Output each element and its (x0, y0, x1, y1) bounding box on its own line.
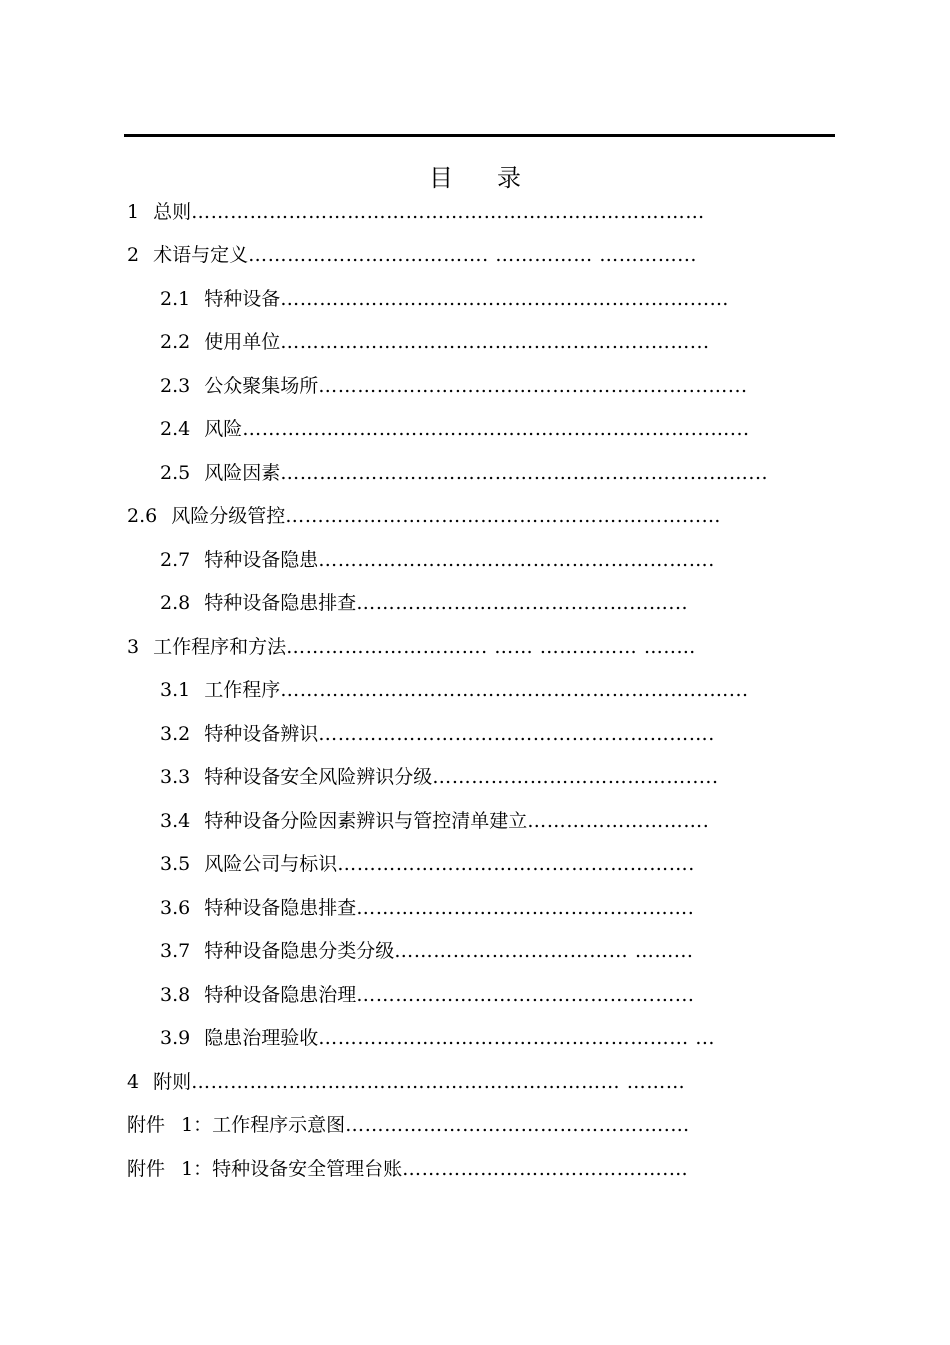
toc-entry-title: 附则 (153, 1071, 192, 1093)
toc-entry-1[interactable] (127, 197, 705, 227)
toc-entry-appendix-1[interactable] (127, 1110, 690, 1140)
toc-entry-title: 特种设备辨识 (204, 723, 319, 745)
toc-title-right: 录 (497, 164, 521, 192)
toc-entry-title: 工作程序和方法 (153, 636, 287, 658)
toc-entry-3-5[interactable] (160, 849, 695, 879)
toc-entry-title: 风险 (204, 418, 243, 440)
toc-entry-title: 使用单位 (204, 331, 281, 353)
toc-entry-number: 3.5 (160, 853, 191, 875)
toc-entry-leader: …………………………. …… …………… …..… (286, 636, 696, 658)
toc-entry-title: 特种设备隐患排查 (204, 897, 357, 919)
toc-entry-title: 特种设备安全风险辨识分级 (204, 766, 433, 788)
toc-entry-number: 附件 (127, 1158, 166, 1180)
toc-entry-leader: ………………………………………………. (337, 853, 695, 875)
toc-entry-2-1[interactable] (160, 284, 729, 314)
toc-entry-number: 2.1 (160, 288, 191, 310)
toc-entry-number: 3.8 (160, 984, 191, 1006)
toc-entry-leader: ……………………………… ……... (394, 940, 694, 962)
toc-entry-2[interactable] (127, 240, 697, 270)
toc-entry-appendix-2[interactable] (127, 1154, 688, 1184)
toc-entry-number: 附件 (127, 1114, 166, 1136)
toc-entry-2-5[interactable] (160, 458, 768, 488)
toc-entry-title: 公众聚集场所 (204, 375, 319, 397)
toc-entry-leader: ………………………. (527, 810, 710, 832)
toc-entry-title: 特种设备隐患分类分级 (204, 940, 395, 962)
toc-entry-leader: ……………………………………………………. (318, 723, 715, 745)
toc-entry-title: 特种设备隐患排查 (204, 592, 357, 614)
toc-entry-number: 2.2 (160, 331, 191, 353)
toc-entry-leader: ………………………………………………...……... (280, 331, 710, 353)
toc-entry-title: 风险公司与标识 (204, 853, 338, 875)
toc-entry-leader: ……………………………………….…... (356, 984, 695, 1006)
toc-entry-leader: …………………………………..... (432, 766, 719, 788)
toc-entry-number: 4 (127, 1071, 140, 1093)
toc-entry-title: 特种设备 (204, 288, 281, 310)
toc-entry-leader: ……………………………………...…... (356, 592, 689, 614)
toc-entry-number: 2.6 (127, 505, 158, 527)
toc-entry-number: 3.6 (160, 897, 191, 919)
toc-entry-number: 3.3 (160, 766, 191, 788)
toc-entry-2-6[interactable] (127, 501, 721, 531)
toc-entry-2-8[interactable] (160, 588, 688, 618)
toc-entry-leader: ……………………………………….….… (345, 1114, 690, 1136)
toc-entry-number: 2.7 (160, 549, 191, 571)
toc-entry-leader: ………………………………………………… ... (318, 1027, 715, 1049)
toc-entry-number: 3.9 (160, 1027, 191, 1049)
toc-entry-number: 3.7 (160, 940, 191, 962)
toc-entry-leader: ……………………………….….… (402, 1158, 689, 1180)
toc-entry-title: 工作程序 (204, 679, 281, 701)
toc-entry-leader: ………………………………………………………… ……… (191, 1071, 686, 1093)
toc-entry-3-7[interactable] (160, 936, 693, 966)
toc-entry-3-3[interactable] (160, 762, 718, 792)
toc-entry-2-3[interactable] (160, 371, 748, 401)
toc-entry-title: 1：工作程序示意图 (181, 1114, 346, 1136)
toc-entry-title: 风险因素 (204, 462, 281, 484)
toc-entry-2-4[interactable] (160, 414, 750, 444)
toc-title-left: 目 (429, 164, 453, 192)
toc-entry-4[interactable] (127, 1067, 685, 1097)
toc-entry-3-4[interactable] (160, 806, 709, 836)
toc-entry-leader: ……………………………………………. (356, 897, 695, 919)
toc-entry-leader: ……………………………………………………. (318, 549, 715, 571)
toc-entry-title: 风险分级管控 (171, 505, 286, 527)
toc-entry-leader: ………………………………………………………...…... (280, 679, 749, 701)
toc-entry-number: 2.3 (160, 375, 191, 397)
toc-entry-title: 总则 (153, 201, 192, 223)
toc-entry-3-9[interactable] (160, 1023, 715, 1053)
toc-entry-3-6[interactable] (160, 893, 694, 923)
toc-entry-number: 2 (127, 244, 140, 266)
toc-entry-3-1[interactable] (160, 675, 749, 705)
toc-entry-number: 2.5 (160, 462, 191, 484)
toc-entry-3-2[interactable] (160, 719, 715, 749)
toc-entry-number: 3 (127, 636, 140, 658)
toc-entry-title: 术语与定义 (153, 244, 249, 266)
toc-entry-3[interactable] (127, 632, 696, 662)
toc-entry-leader: …………………………………………………………...…... (280, 462, 769, 484)
toc-entry-leader: ………………………………………………...……...… (280, 288, 730, 310)
toc-entry-leader: ……………………………………………………………….…… (191, 201, 705, 223)
toc-entry-title: 特种设备隐患 (204, 549, 319, 571)
toc-entry-number: 2.8 (160, 592, 191, 614)
toc-entry-3-8[interactable] (160, 980, 694, 1010)
toc-entry-2-7[interactable] (160, 545, 715, 575)
toc-entry-title: 隐患治理验收 (204, 1027, 319, 1049)
toc-entry-title: 特种设备隐患治理 (204, 984, 357, 1006)
toc-entry-leader: ………………………………. …………… …………... (248, 244, 697, 266)
toc-entry-number: 3.1 (160, 679, 191, 701)
toc-entry-number: 3.4 (160, 810, 191, 832)
toc-entry-leader: …………………………………………….…...…...… (285, 505, 722, 527)
toc-entry-leader: …………………………………………………...…... (318, 375, 748, 397)
toc-entry-title: 特种设备分险因素辨识与管控清单建立 (204, 810, 528, 832)
toc-entry-number: 3.2 (160, 723, 191, 745)
toc-entry-title: 1：特种设备安全管理台账 (181, 1158, 403, 1180)
toc-entry-number: 2.4 (160, 418, 191, 440)
toc-entry-2-2[interactable] (160, 327, 710, 357)
toc-entry-leader: ……………………………………………………………...…... (242, 418, 750, 440)
toc-entry-number: 1 (127, 201, 140, 223)
